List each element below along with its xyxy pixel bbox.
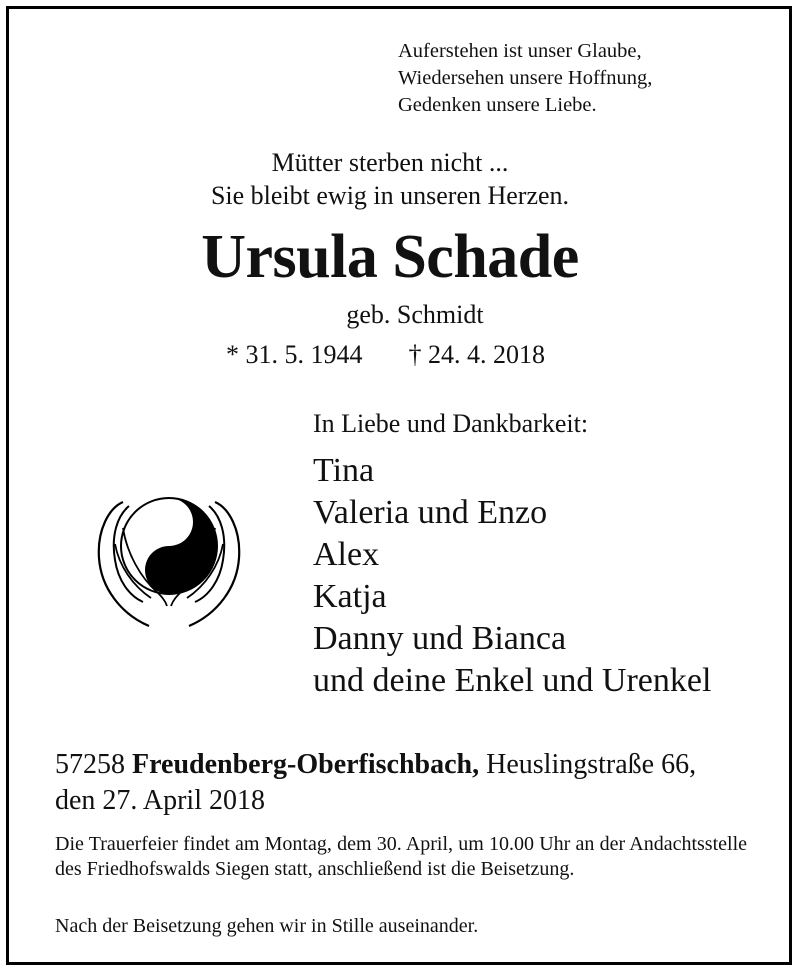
postcode: 57258 bbox=[55, 749, 125, 780]
closing-note: Nach der Beisetzung gehen wir in Stille auseinander. bbox=[55, 915, 479, 937]
motto-line: Gedenken unsere Liebe. bbox=[398, 94, 597, 116]
life-dates bbox=[226, 340, 545, 370]
mourner-name: Katja bbox=[313, 578, 387, 615]
mourner-name: Valeria und Enzo bbox=[313, 494, 548, 531]
yin-yang-in-hands-icon bbox=[93, 488, 245, 638]
quote-line: Sie bleibt ewig in unseren Herzen. bbox=[210, 181, 570, 210]
death-date: † 24. 4. 2018 bbox=[408, 340, 545, 369]
mourner-name: Alex bbox=[313, 536, 380, 573]
mourner-name: Danny und Bianca bbox=[313, 620, 567, 657]
address-line bbox=[55, 747, 696, 783]
maiden-name: geb. Schmidt bbox=[346, 300, 484, 329]
town: Freudenberg-Oberfischbach, bbox=[132, 749, 480, 780]
date-line: den 27. April 2018 bbox=[55, 785, 265, 816]
mourner-name: Tina bbox=[313, 452, 375, 489]
mourners-list bbox=[313, 450, 711, 702]
place-and-date bbox=[55, 747, 696, 819]
street: Heuslingstraße 66, bbox=[486, 749, 697, 780]
motto bbox=[398, 38, 652, 119]
motto-line: Wiedersehen unsere Hoffnung, bbox=[398, 67, 653, 89]
motto-line: Auferstehen ist unser Glaube, bbox=[398, 40, 642, 62]
funeral-notice: Die Trauerfeier findet am Montag, dem 30. April, um 10.00 Uhr an der Andachtsstelle des Friedhofswalds Siegen statt, anschließend ist die Beisetzung. bbox=[55, 833, 747, 880]
birth-date: * 31. 5. 1944 bbox=[226, 340, 363, 369]
mourner-name: und deine Enkel und Urenkel bbox=[313, 662, 712, 699]
deceased-name: Ursula Schade bbox=[201, 223, 579, 291]
quote-line: Mütter sterben nicht ... bbox=[271, 148, 509, 177]
mourners-intro: In Liebe und Dankbarkeit: bbox=[313, 409, 589, 438]
